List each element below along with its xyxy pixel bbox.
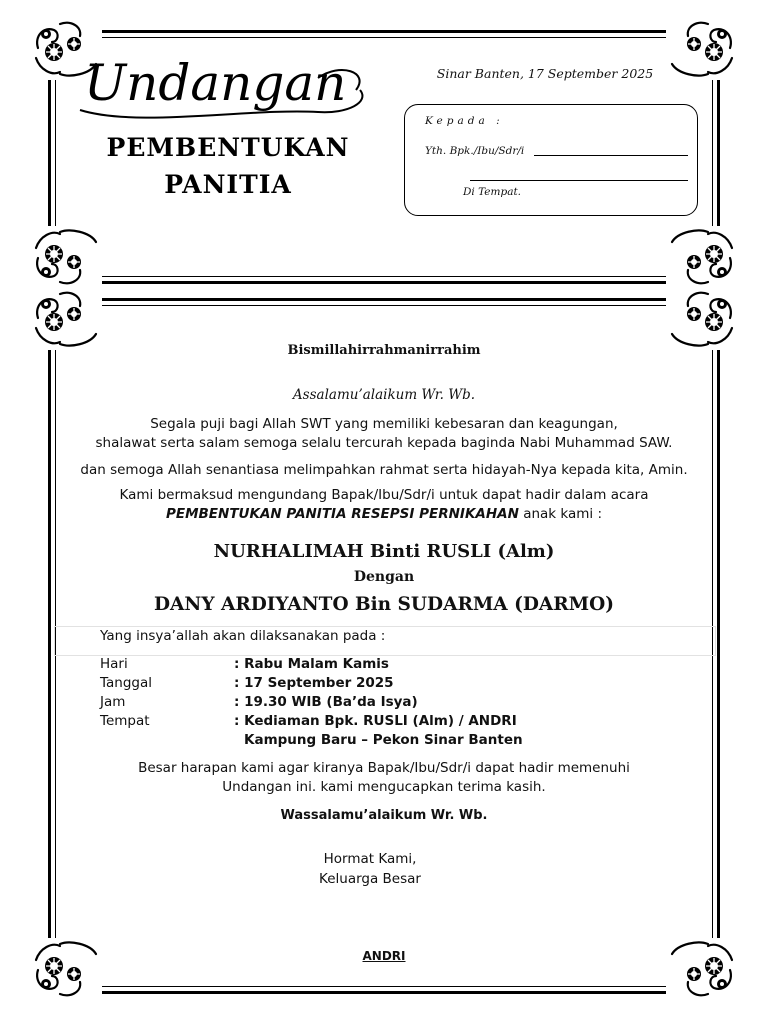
recipient-label: Yth. Bpk./Ibu/Sdr/i bbox=[425, 145, 525, 157]
groom-name: DANY ARDIYANTO Bin SUDARMA (DARMO) bbox=[154, 594, 614, 615]
bride-name: NURHALIMAH Binti RUSLI (Alm) bbox=[213, 541, 555, 562]
recipient-blank-line bbox=[470, 180, 688, 181]
script-title-text: Undangan bbox=[84, 54, 347, 112]
farewell-greeting: Wassalamu’alaikum Wr. Wb. bbox=[280, 808, 488, 823]
signer-name: ANDRI bbox=[362, 949, 406, 963]
detail-value-continued: Kampung Baru – Pekon Sinar Banten bbox=[244, 732, 523, 748]
script-title bbox=[78, 38, 378, 128]
bismillah: Bismillahirrahmanirrahim bbox=[287, 343, 481, 358]
detail-value: : 19.30 WIB (Ba’da Isya) bbox=[234, 694, 418, 710]
detail-label: Tempat bbox=[100, 713, 150, 729]
event-name: PEMBENTUKAN PANITIA RESEPSI PERNIKAHAN bbox=[165, 506, 519, 522]
corner-ornament-icon bbox=[666, 226, 738, 288]
corner-ornament-icon bbox=[30, 226, 102, 288]
corner-ornament-icon bbox=[30, 938, 102, 1000]
kepada-label: Kepada : bbox=[425, 115, 504, 127]
event-name-line bbox=[48, 505, 720, 524]
corner-ornament-icon bbox=[666, 938, 738, 1000]
closing-line: Undangan ini. kami mengucapkan terima kasih. bbox=[222, 779, 546, 795]
corner-ornament-icon bbox=[666, 18, 738, 80]
family-label: Keluarga Besar bbox=[319, 871, 421, 887]
di-tempat-label: Di Tempat. bbox=[463, 186, 522, 198]
detail-value: : Kediaman Bpk. RUSLI (Alm) / ANDRI bbox=[234, 713, 517, 729]
paragraph-line: shalawat serta salam semoga selalu tercurah kepada baginda Nabi Muhammad SAW. bbox=[95, 435, 673, 451]
connector-word: Dengan bbox=[353, 569, 415, 585]
closing-line: Besar harapan kami agar kiranya Bapak/Ibu/Sdr/i dapat hadir memenuhi bbox=[138, 760, 630, 776]
detail-value: : 17 September 2025 bbox=[234, 675, 394, 691]
page-title: PANITIA bbox=[164, 170, 292, 199]
page-title: PEMBENTUKAN bbox=[106, 133, 350, 162]
event-name-tail: anak kami : bbox=[518, 506, 603, 522]
regards: Hormat Kami, bbox=[323, 851, 417, 867]
paragraph-line: Segala puji bagi Allah SWT yang memiliki kebesaran dan keagungan, bbox=[150, 416, 618, 432]
paragraph-line: Kami bermaksud mengundang Bapak/Ibu/Sdr/i untuk dapat hadir dalam acara bbox=[119, 487, 649, 503]
detail-label: Tanggal bbox=[100, 675, 153, 691]
detail-value: : Rabu Malam Kamis bbox=[234, 656, 389, 672]
detail-label: Jam bbox=[100, 694, 126, 710]
paragraph-line: dan semoga Allah senantiasa melimpahkan rahmat serta hidayah-Nya kepada kita, Amin. bbox=[80, 462, 688, 478]
recipient-name-line bbox=[534, 155, 688, 156]
date-line: Sinar Banten, 17 September 2025 bbox=[436, 66, 654, 81]
schedule-intro: Yang insya’allah akan dilaksanakan pada : bbox=[100, 628, 386, 644]
greeting: Assalamu’alaikum Wr. Wb. bbox=[292, 387, 476, 403]
detail-label: Hari bbox=[100, 656, 128, 672]
